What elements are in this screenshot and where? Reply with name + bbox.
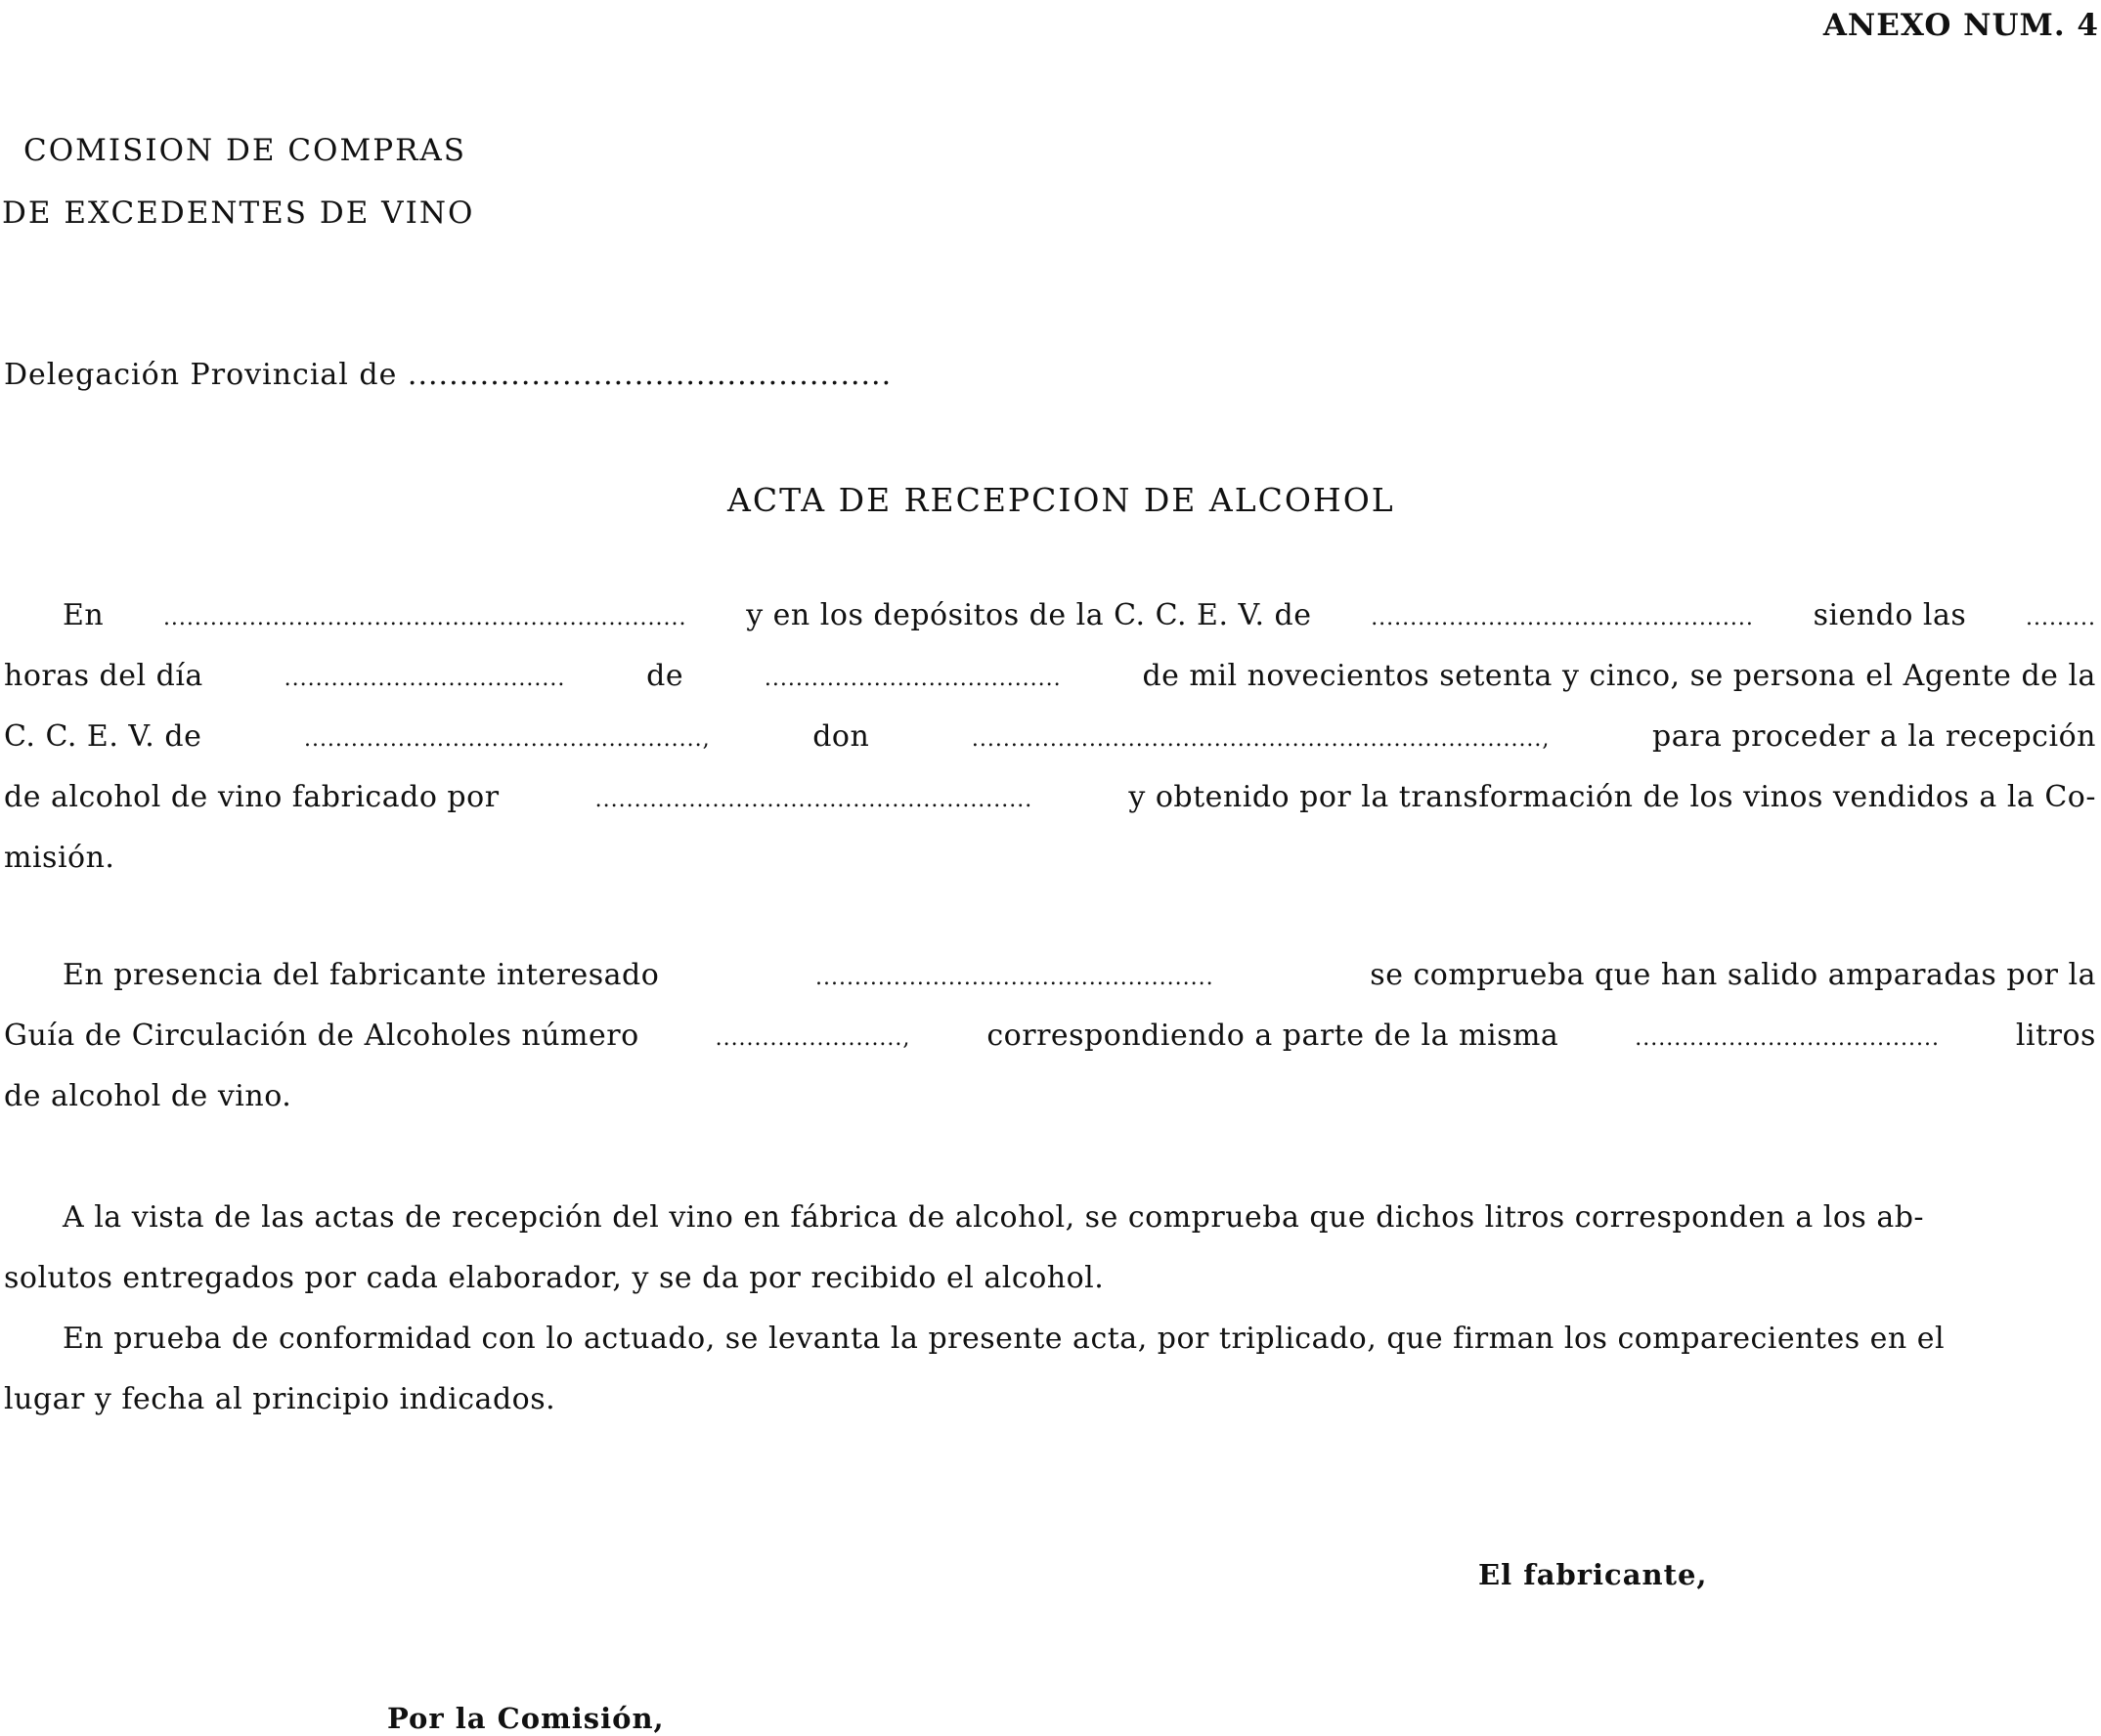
text-segment: se comprueba que han salido amparadas por la (1370, 958, 2096, 992)
text-segment: de mil novecientos setenta y cinco, se persona el Agente de la (1142, 659, 2096, 693)
blank-field: ................................................................... (162, 606, 687, 630)
text-segment: En prueba de conformidad con lo actuado, se levanta la presente acta, por triplicado, que firman los comparecientes en el (63, 1322, 1946, 1356)
paragraph1-line3 (4, 719, 2096, 754)
paragraph1-line2 (4, 659, 2096, 693)
text-segment: para proceder a la recepción (1652, 719, 2096, 754)
blank-field: .................................... (284, 667, 566, 691)
text-segment: siendo las (1813, 598, 1967, 632)
text-segment: solutos entregados por cada elaborador, y se da por recibido el alcohol. (4, 1261, 1105, 1295)
paragraph2-line3 (4, 1079, 2096, 1113)
text-segment: En presencia del fabricante interesado (63, 958, 660, 992)
text-segment: horas del día (4, 659, 203, 693)
text-segment: de (646, 659, 684, 693)
text-segment: de alcohol de vino fabricado por (4, 780, 500, 814)
blank-field: ...................................... (764, 667, 1062, 691)
paragraph3-line1 (63, 1200, 2096, 1235)
paragraph1-line1 (63, 598, 2096, 632)
delegation-line: Delegación Provincial de ............................................... (4, 358, 893, 392)
blank-field: ........................, (715, 1026, 911, 1051)
text-segment: y en los depósitos de la C. C. E. V. de (746, 598, 1312, 632)
paragraph3-line2 (4, 1261, 2096, 1295)
blank-field: ..................................................., (303, 727, 711, 752)
organization-name-line1: COMISION DE COMPRAS (23, 133, 467, 168)
text-segment: En (63, 598, 105, 632)
text-segment: lugar y fecha al principio indicados. (4, 1382, 556, 1416)
text-segment: misión. (4, 841, 115, 875)
text-segment: don (812, 719, 870, 754)
text-segment: litros (2015, 1019, 2096, 1053)
annex-label: ANEXO NUM. 4 (1822, 8, 2099, 43)
text-segment: y obtenido por la transformación de los vinos vendidos a la Co- (1128, 780, 2096, 814)
blank-field: ................................................... (814, 966, 1214, 990)
text-segment: de alcohol de vino. (4, 1079, 292, 1113)
paragraph4-line1 (63, 1322, 2096, 1356)
text-segment: C. C. E. V. de (4, 719, 202, 754)
text-segment: Guía de Circulación de Alcoholes número (4, 1019, 639, 1053)
blank-field: ......... (2026, 606, 2096, 630)
blank-field: ....................................... (1635, 1026, 1940, 1051)
manufacturer-signature-label: El fabricante, (1478, 1558, 1708, 1591)
commission-signature-label: Por la Comisión, (387, 1702, 665, 1735)
paragraph2-line2 (4, 1019, 2096, 1053)
blank-field: ................................................. (1371, 606, 1754, 630)
text-segment: A la vista de las actas de recepción del vino en fábrica de alcohol, se comprueba que dichos litros corresponden a los ab- (63, 1200, 1925, 1235)
paragraph4-line2 (4, 1382, 2096, 1416)
blank-field: ........................................................ (594, 788, 1033, 812)
organization-name-line2: DE EXCEDENTES DE VINO (2, 195, 475, 231)
document-title: ACTA DE RECEPCION DE ALCOHOL (727, 481, 1395, 519)
paragraph1-line5 (4, 841, 2096, 875)
text-segment: correspondiendo a parte de la misma (986, 1019, 1559, 1053)
blank-field: ........................................................................., (971, 727, 1551, 752)
paragraph1-line4 (4, 780, 2096, 814)
paragraph2-line1 (63, 958, 2096, 992)
